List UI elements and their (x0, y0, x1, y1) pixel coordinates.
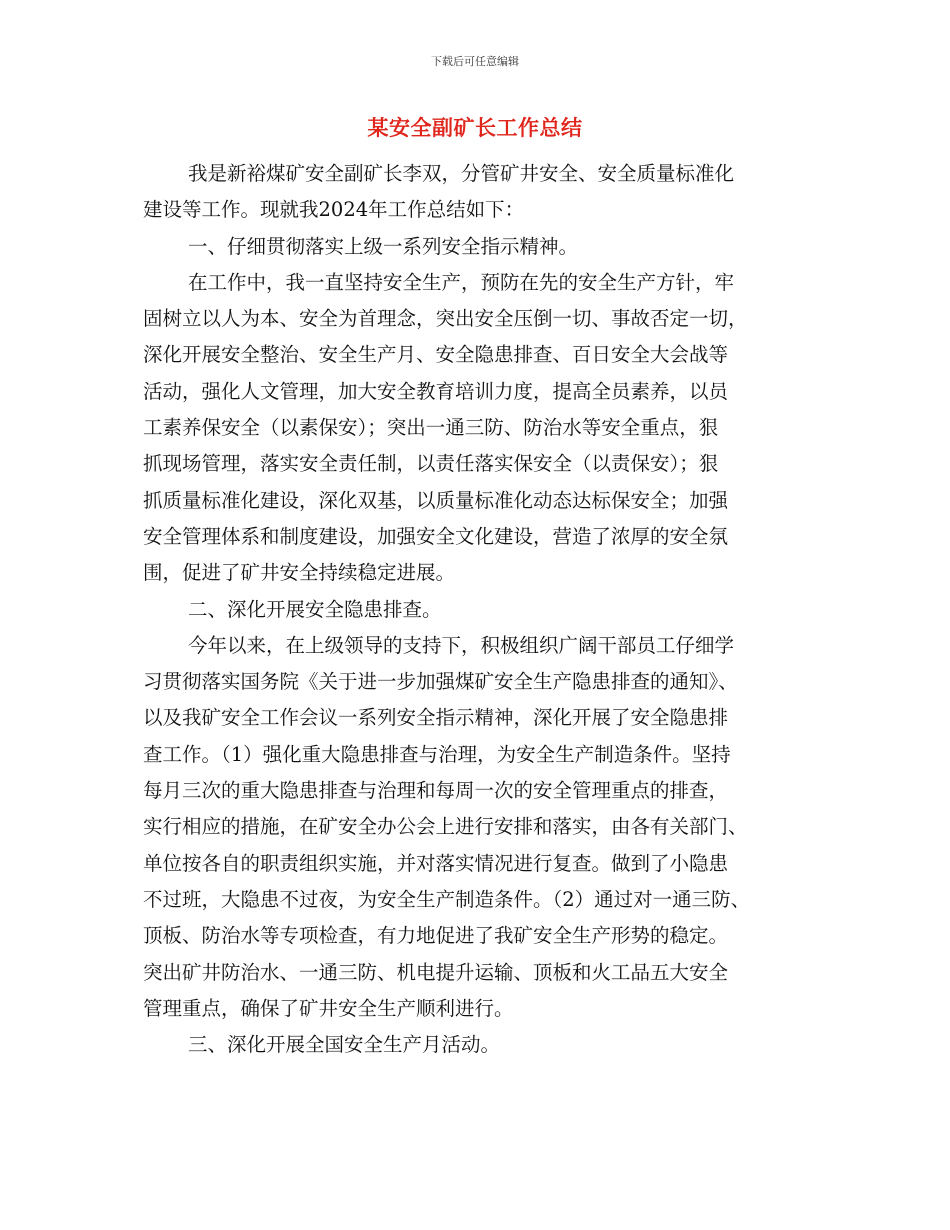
body-line: 不过班，大隐患不过夜，为安全生产制造条件。（2）通过对一通三防、 (143, 887, 751, 911)
body-line: 今年以来，在上级领导的支持下，积极组织广阔干部员工仔细学 (188, 633, 735, 657)
body-line: 每月三次的重大隐患排查与治理和每周一次的安全管理重点的排查， (143, 779, 729, 803)
body-line: 一、仔细贯彻落实上级一系列安全指示精神。 (188, 234, 579, 258)
body-line: 工素养保安全（以素保安）；突出一通三防、防治水等安全重点，狠 (143, 416, 719, 440)
body-line: 在工作中，我一直坚持安全生产，预防在先的安全生产方针，牢 (188, 270, 735, 294)
body-line: 管理重点，确保了矿井安全生产顺利进行。 (143, 996, 514, 1020)
body-line: 查工作。（1）强化重大隐患排查与治理，为安全生产制造条件。坚持 (143, 742, 731, 766)
body-line: 突出矿井防治水、一通三防、机电提升运输、顶板和火工品五大安全 (143, 960, 729, 984)
body-line: 顶板、防治水等专项检查，有力地促进了我矿安全生产形势的稳定。 (143, 924, 729, 948)
body-line: 我是新裕煤矿安全副矿长李双，分管矿井安全、安全质量标准化 (188, 162, 735, 185)
document-title: 某安全副矿长工作总结 (367, 116, 583, 140)
body-line: 抓质量标准化建设，深化双基，以质量标准化动态达标保安全；加强 (143, 488, 729, 512)
body-line: 三、深化开展全国安全生产月活动。 (188, 1033, 501, 1057)
body-line: 实行相应的措施，在矿安全办公会上进行安排和落实，由各有关部门、 (143, 815, 748, 839)
body-line: 以及我矿安全工作会议一系列安全指示精神，深化开展了安全隐患排 (143, 706, 729, 730)
body-line: 二、深化开展安全隐患排查。 (188, 597, 442, 621)
body-line: 深化开展安全整治、安全生产月、安全隐患排查、百日安全大会战等 (143, 343, 729, 367)
body-line: 抓现场管理，落实安全责任制，以责任落实保安全（以责保安）；狠 (143, 452, 719, 476)
document-body (143, 156, 803, 1063)
body-line: 固树立以人为本、安全为首理念，突出安全压倒一切、事故否定一切， (143, 307, 748, 331)
body-line: 安全管理体系和制度建设，加强安全文化建设，营造了浓厚的安全氛 (143, 524, 729, 548)
header-note: 下载后可任意编辑 (431, 55, 519, 68)
body-line: 习贯彻落实国务院《关于进一步加强煤矿安全生产隐患排查的通知》、 (143, 670, 738, 694)
body-line: 活动，强化人文管理，加大安全教育培训力度，提高全员素养，以员 (143, 379, 729, 403)
body-line: 单位按各自的职责组织实施，并对落实情况进行复查。做到了小隐患 (143, 851, 729, 875)
body-line: 建设等工作。现就我2024年工作总结如下： (143, 198, 525, 222)
body-line: 围，促进了矿井安全持续稳定进展。 (143, 561, 456, 585)
